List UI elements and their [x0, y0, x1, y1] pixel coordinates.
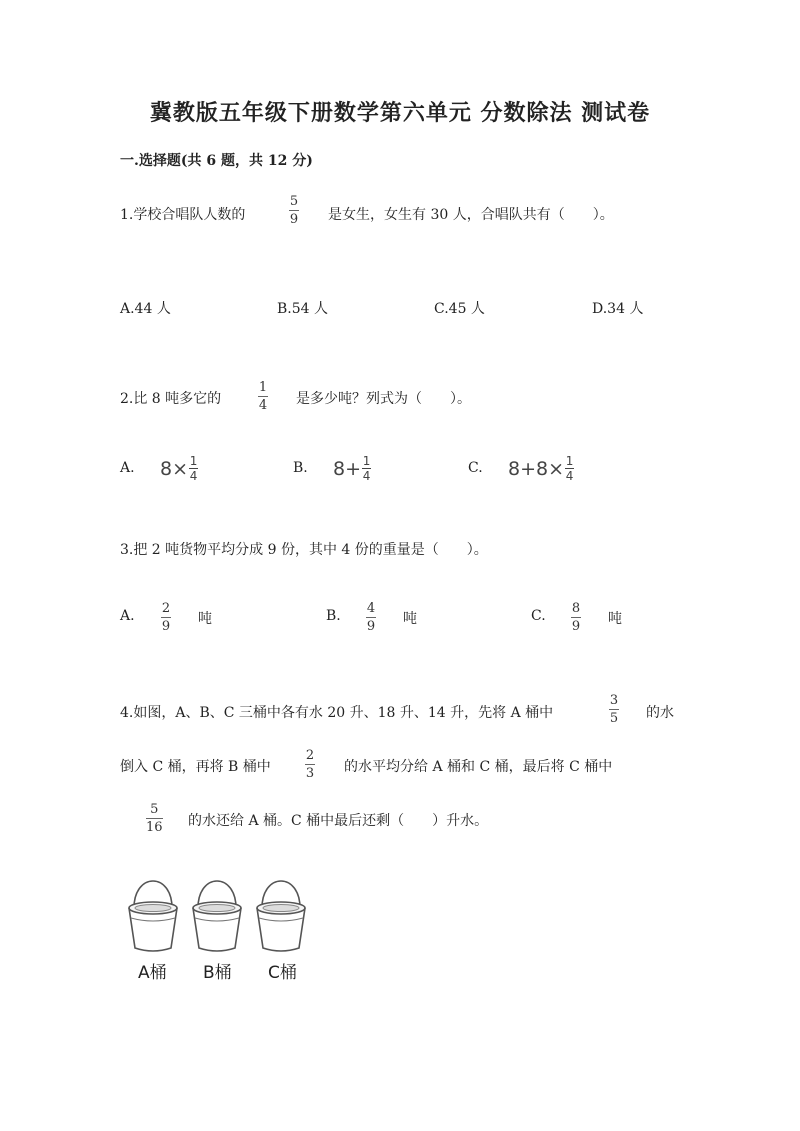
q1-fraction — [289, 194, 299, 227]
q3-c-den: 9 — [571, 619, 581, 634]
q3-option-a-unit: 吨 — [198, 611, 212, 627]
buckets-illustration — [122, 868, 312, 958]
q3-option-c-unit: 吨 — [608, 611, 622, 627]
q2-b-den: 4 — [362, 469, 371, 483]
q2-b-whole: 8 — [333, 457, 346, 480]
q3-option-a-label[interactable]: A. — [120, 608, 135, 624]
q2-suffix: 是多少吨？列式为（ ）。 — [296, 391, 471, 407]
q2-b-num: 1 — [362, 454, 371, 468]
q3-option-b-fraction[interactable] — [366, 601, 376, 634]
bucket-a-icon — [129, 881, 177, 951]
q4-fraction-1 — [609, 693, 619, 726]
q2-a-num: 1 — [189, 454, 198, 468]
q2-option-a-expr[interactable] — [160, 455, 198, 482]
section-heading: 一.选择题(共 6 题，共 12 分) — [120, 153, 313, 169]
q3-b-num: 4 — [366, 601, 376, 616]
q1-option-c[interactable]: C.45 人 — [434, 301, 485, 317]
q1-option-b[interactable]: B.54 人 — [277, 301, 329, 317]
q4-frac3-num: 5 — [150, 802, 159, 817]
q4-frac2-den: 3 — [305, 766, 315, 781]
q4-line1-suffix: 的水 — [646, 705, 674, 721]
q3-option-c-label[interactable]: C. — [531, 608, 546, 624]
bucket-c-icon — [257, 881, 305, 951]
q4-frac1-den: 5 — [609, 711, 619, 726]
q1-prefix: 1.学校合唱队人数的 — [120, 207, 246, 223]
q1-suffix: 是女生，女生有 30 人，合唱队共有（ ）。 — [328, 207, 614, 223]
q2-a-whole: 8 — [160, 457, 173, 480]
q3-b-den: 9 — [366, 619, 376, 634]
bucket-b-icon — [193, 881, 241, 951]
q3-c-num: 8 — [571, 601, 581, 616]
q2-c-den: 4 — [565, 469, 574, 483]
q2-fraction — [258, 380, 268, 413]
q4-line2-suffix: 的水平均分给 A 桶和 C 桶，最后将 C 桶中 — [344, 759, 613, 775]
q4-line1-prefix: 4.如图，A、B、C 三桶中各有水 20 升、18 升、14 升，先将 A 桶中 — [120, 705, 554, 721]
q1-option-a[interactable]: A.44 人 — [120, 301, 171, 317]
q2-b-op: + — [345, 457, 362, 480]
q3-option-b-label[interactable]: B. — [326, 608, 341, 624]
q2-c-num: 1 — [565, 454, 574, 468]
q3-option-c-fraction[interactable] — [571, 601, 581, 634]
q3-option-a-fraction[interactable] — [161, 601, 171, 634]
q2-a-den: 4 — [189, 469, 198, 483]
q4-fraction-3 — [146, 802, 163, 835]
q3-a-num: 2 — [161, 601, 171, 616]
q2-option-a-label[interactable]: A. — [120, 460, 135, 476]
bucket-label-a: A桶 — [138, 963, 167, 983]
q3-text: 3.把 2 吨货物平均分成 9 份，其中 4 份的重量是（ ）。 — [120, 542, 488, 558]
q2-a-op: × — [172, 457, 189, 480]
q4-frac3-den: 16 — [146, 820, 163, 835]
q4-line2-prefix: 倒入 C 桶，再将 B 桶中 — [120, 759, 271, 775]
q4-frac1-num: 3 — [609, 693, 619, 708]
q1-option-d[interactable]: D.34 人 — [592, 301, 644, 317]
q4-line3-suffix: 的水还给 A 桶。C 桶中最后还剩（ ）升水。 — [188, 813, 489, 829]
q3-a-den: 9 — [161, 619, 171, 634]
q2-c-whole: 8+8 — [508, 457, 549, 480]
q2-frac-num: 1 — [258, 380, 268, 395]
bucket-label-b: B桶 — [203, 963, 232, 983]
q2-option-b-expr[interactable] — [333, 455, 371, 482]
q2-option-c-expr[interactable] — [508, 455, 574, 482]
page-title: 冀教版五年级下册数学第六单元 分数除法 测试卷 — [149, 100, 651, 126]
q1-frac-den: 9 — [289, 212, 299, 227]
q2-option-c-label[interactable]: C. — [468, 460, 483, 476]
q4-fraction-2 — [305, 748, 315, 781]
q4-frac2-num: 2 — [305, 748, 315, 763]
bucket-label-c: C桶 — [268, 963, 297, 983]
q3-option-b-unit: 吨 — [403, 611, 417, 627]
q2-c-op: × — [548, 457, 565, 480]
q1-frac-num: 5 — [289, 194, 299, 209]
q2-prefix: 2.比 8 吨多它的 — [120, 391, 222, 407]
q2-frac-den: 4 — [258, 398, 268, 413]
q2-option-b-label[interactable]: B. — [293, 460, 308, 476]
